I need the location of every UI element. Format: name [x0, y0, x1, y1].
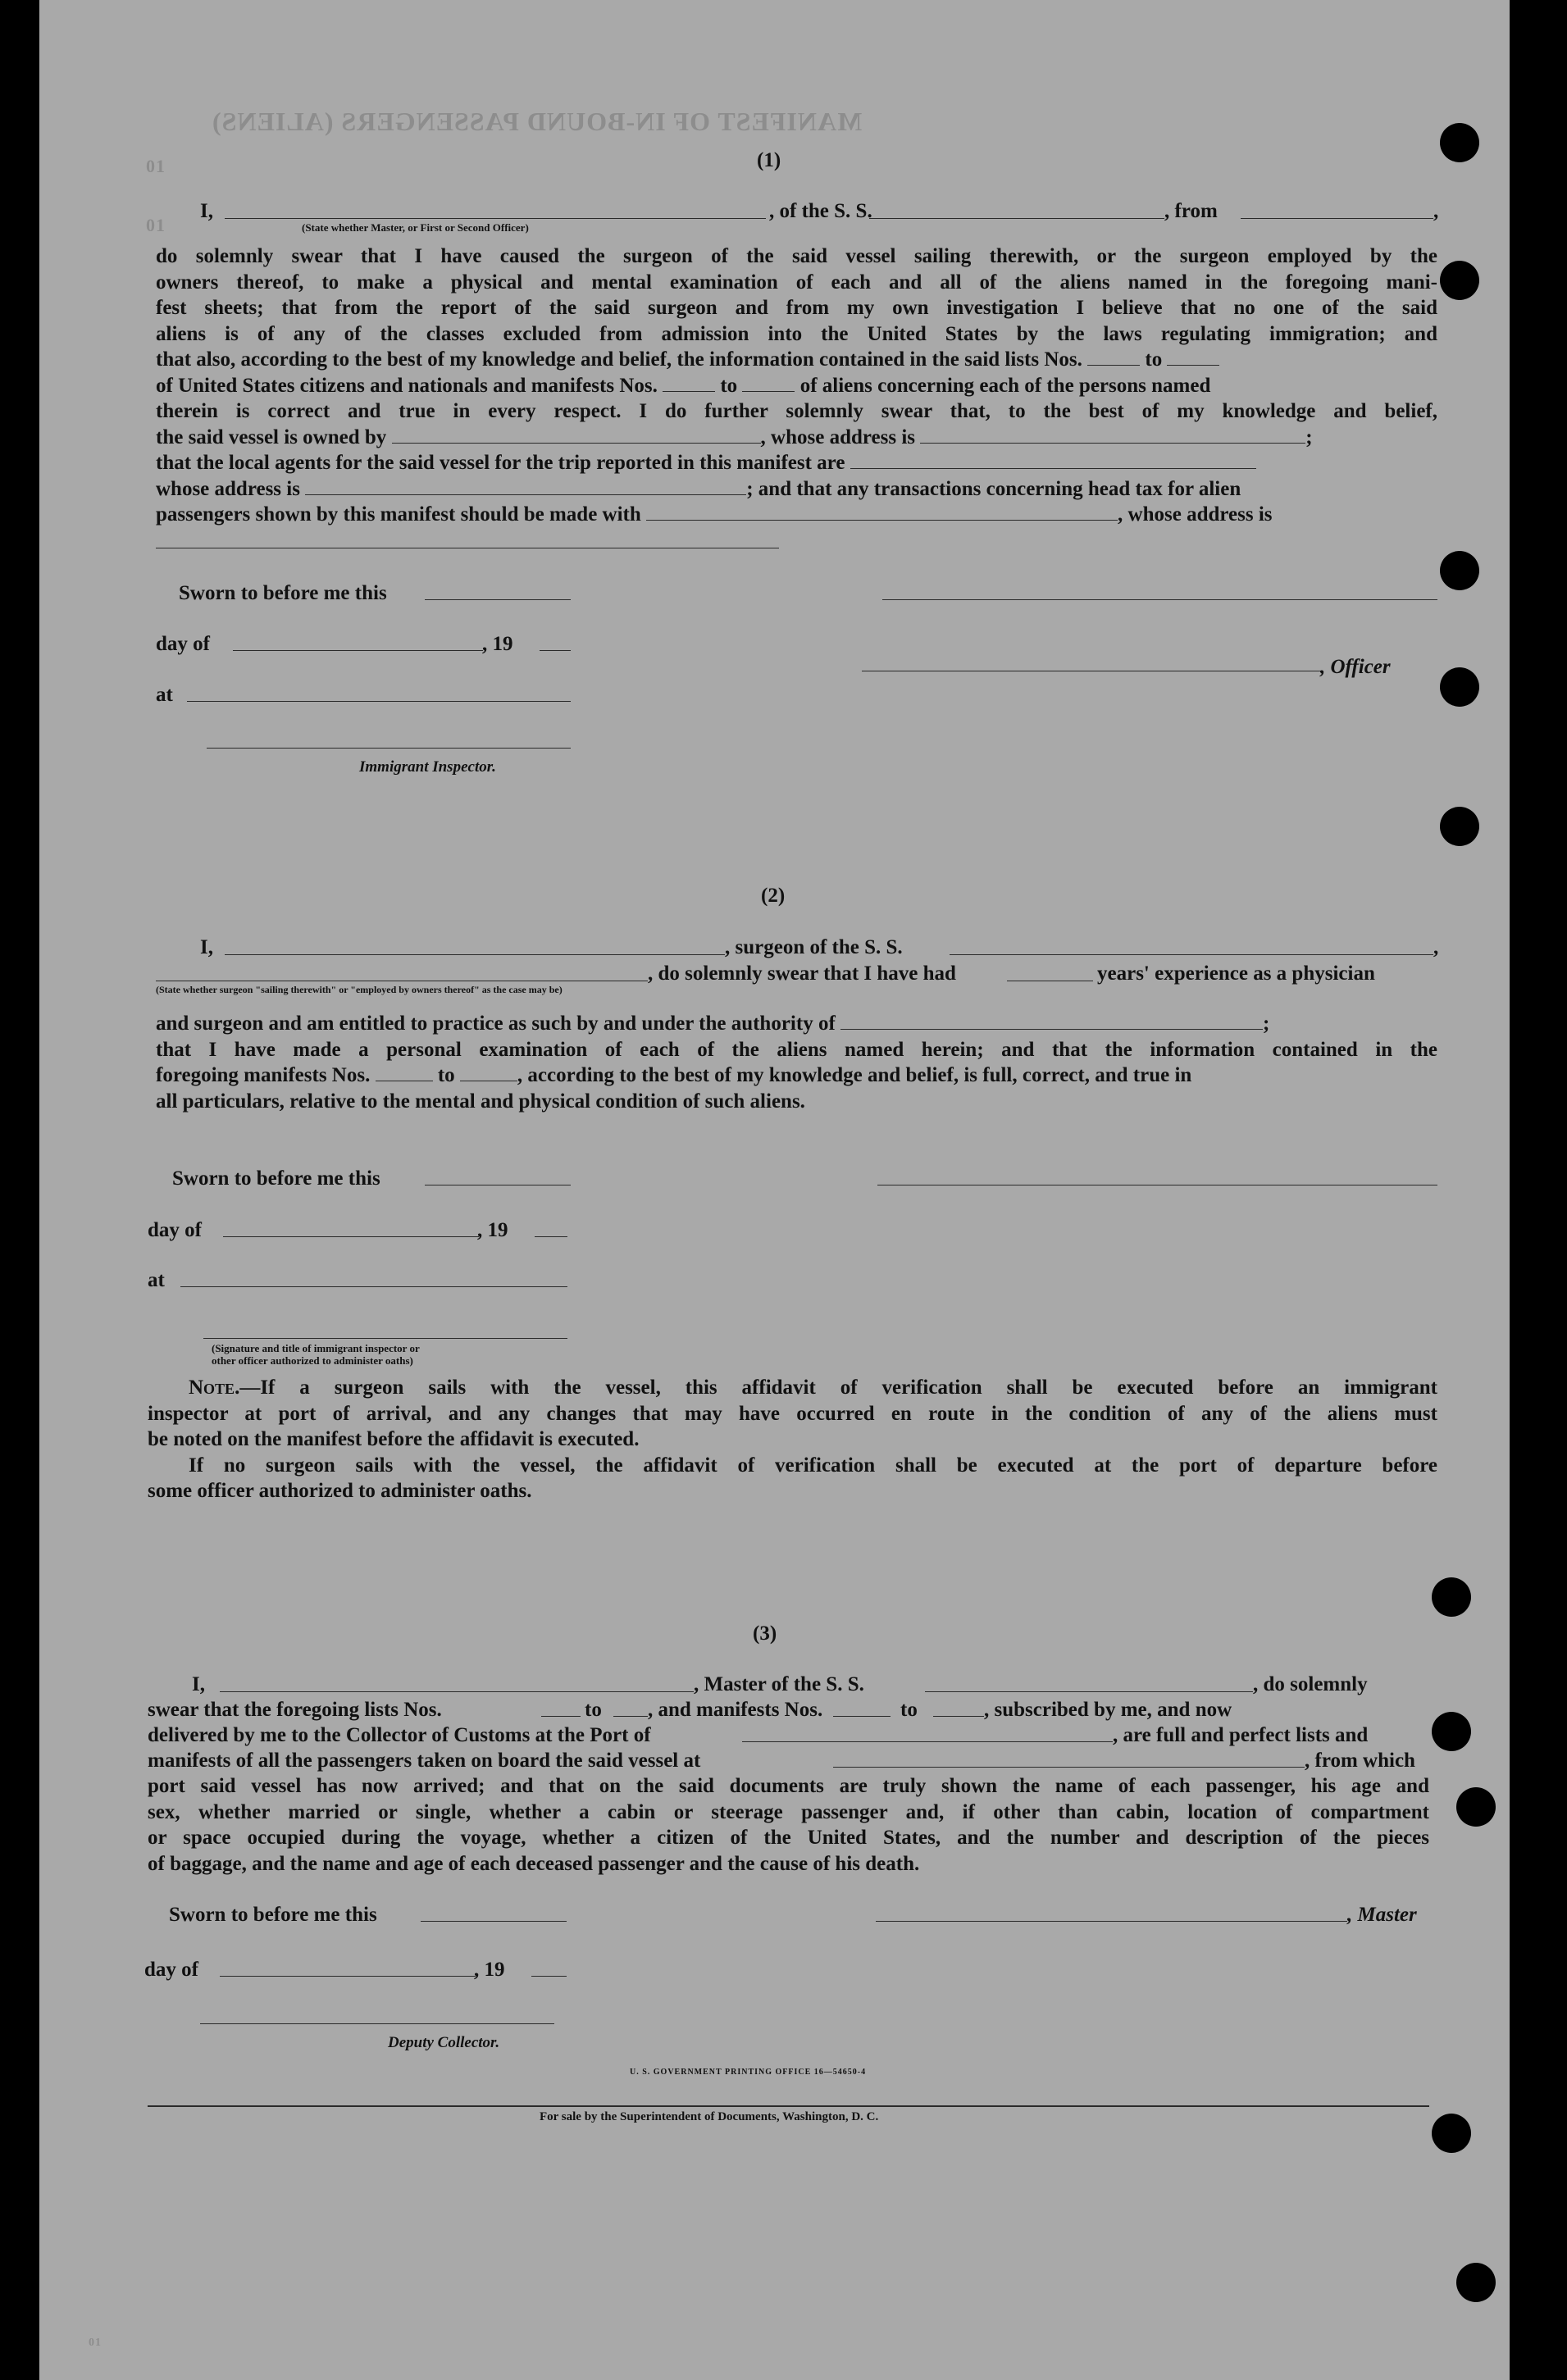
manifest-from-field[interactable] [376, 1066, 433, 1081]
surgeon-name-field[interactable] [225, 954, 725, 955]
officer-label: , Officer [1320, 656, 1391, 678]
vessel-name-field[interactable] [925, 1691, 1253, 1692]
local-agents-field[interactable] [850, 453, 1256, 469]
label-master-of-ss: , Master of the S. S. [694, 1673, 864, 1695]
label-do-solemnly: , do solemnly swear that I have had [648, 962, 956, 985]
printing-office-mark: U. S. GOVERNMENT PRINTING OFFICE 16—54650-4 [630, 2068, 867, 2077]
year-field[interactable] [535, 1236, 567, 1237]
deputy-collector-label: Deputy Collector. [388, 2034, 500, 2051]
sworn-date-field[interactable] [425, 599, 571, 600]
signature-hint: (Signature and title of immigrant inspector or [212, 1342, 420, 1354]
month-field[interactable] [220, 1976, 476, 1977]
label-subscribed: , subscribed by me, and now [984, 1699, 1232, 1721]
list-from-field[interactable] [541, 1716, 581, 1717]
oath-i: I, [192, 1673, 205, 1695]
oath-i: I, [200, 936, 213, 958]
vessel-name-field[interactable] [950, 954, 1433, 955]
owner-address-field[interactable] [920, 428, 1305, 444]
year-prefix: , 19 [477, 1219, 508, 1241]
from-port-field[interactable] [1241, 218, 1433, 219]
deputy-collector-signature-field[interactable] [200, 2023, 554, 2024]
list-from-field[interactable] [1087, 350, 1140, 366]
manifest-from-field[interactable] [833, 1716, 891, 1717]
officer-signature-field[interactable] [882, 599, 1437, 600]
day-of-label: day of [144, 1959, 198, 1981]
sale-notice: For sale by the Superintendent of Documents, Washington, D. C. [540, 2110, 879, 2123]
authority-field[interactable] [840, 1014, 1263, 1030]
label-surgeon-of-ss: , surgeon of the S. S. [725, 936, 903, 958]
month-field[interactable] [233, 650, 483, 651]
reverse-bleed-mark: 01 [146, 156, 166, 176]
agents-address-field[interactable] [305, 480, 746, 495]
sworn-label: Sworn to before me this [179, 582, 387, 604]
label-delivered: delivered by me to the Collector of Customs at the Port of [148, 1724, 651, 1746]
form-page: MANIFEST OF IN-BOUND PASSENGERS (ALIENS) 01 01 01 (1) I, (State whether Master, or First or Second Officer) , of the S. S. , from , do solemnly swear that I have caused the surgeon of the said vessel sailing therewith, or the surgeon employed by the owners thereof, to make a physical and mental examination of each and all of the aliens named in the foregoing mani- fest sheets; that from the report of the said surgeon and from my own investigation I believe that no one of the said aliens is of any of the classes excluded from admission into the United States by the laws regulating immigration; and that also, according to the best of my knowledge and belief, the information contained in the said lists Nos. to of United States citizens and nationals and manifests Nos. to of aliens concerning each of the persons named therein is correct and true in every respect. I do further solemnly swear that, to the best of my knowledge and belief, the said vessel is owned by , whose address is ; that the local agents for the said vessel for the trip reported in this manifest are whose address is ; and that any transactions concerning head tax for alien passengers shown by this manifest should be made with , whose address is Sworn to before me this day of , 19 , Officer at Immigrant Inspector. (2) I, , surgeon of the S. S. , , do solemnly swear that I have had years' experience as a physician (State whether surgeon "sailing therewith" or "employed by owners thereof" as the case may be) and surgeon and am entitled to practice as such by and under the authority of ; that I have made a personal examination of each of the aliens named herein; and that the information contained in the foregoing manifests Nos. to , according to the best of my knowledge and belief, is full, correct, and true in all particulars, relative to the mental and physical condition of such aliens. Sworn to before me this day of , 19 at (Signature and title of immigrant inspector or other officer authorized to administer oaths) Note.—If a surgeon sails with the vessel, this affidavit of verification shall be executed before an immigrant inspector at port of arrival, and any changes that may have occurred en route in the condition of any of the aliens must be noted on the manifest before the affidavit is executed. If no surgeon sails with the vessel, the affidavit of verification shall be executed at the port of departure before some officer authorized to administer oaths. (3) I, , Master of the S. S. , do solemnly swear that the foregoing lists Nos. to , and manifests Nos. to , subscribed by me, and now delivered by me to the Collector of Customs at the Port of , are full and perfect lists and manifests of all the passengers taken on board the said vessel at , from which port said vessel has now arrived; and that on the said documents are truly shown the name of each passenger, his age and sex, whether married or single, whether a cabin or steerage passenger and, if other than cabin, location of compartment or space occupied during the voyage, whether a citizen of the United States, and the number and description of the pieces of baggage, and the name and age of each deceased passenger and the cause of his death. Sworn to before me this , Master day of , 19 Deputy Collector. U. S. GOVERNMENT PRINTING OFFICE 16—54650-4 For sale by the Superintendent of Documents, Washington, D. C. [39, 0, 1510, 2380]
label-full-perfect: , are full and perfect lists and [1113, 1724, 1369, 1746]
label-of-ss: , of the S. S. [769, 200, 872, 222]
section3-oath-text: port said vessel has now arrived; and that on the said documents are truly shown the name of each passenger, his age and sex, whether married or single, whether a cabin or steerage passenger and, if other than cabin, location of compartment or space occupied during the voyage, whether a citizen of the United States, and the number and description of the pieces of baggage, and the name and age of each deceased passenger and the cause of his death. [148, 1775, 1429, 1875]
field-hint: (State whether Master, or First or Second Officer) [302, 221, 529, 234]
officer-rank-field[interactable] [225, 218, 766, 219]
sworn-label: Sworn to before me this [172, 1167, 380, 1190]
section-number: (3) [753, 1622, 777, 1645]
reverse-bleed-mark: 01 [89, 2337, 102, 2349]
manifest-to-field[interactable] [742, 376, 795, 392]
section1-oath-text: do solemnly swear that I have caused the surgeon of the said vessel sailing therewith, or the surgeon employed by the owners thereof, to make a physical and mental examination of each and all of the aliens named in the foregoing mani- fest sheets; that from the report of the said surgeon and from my own investigation I believe that no one of the said aliens is of any of the classes excluded from admission into the United States by the laws regulating immigration; and that also, according to the best of my knowledge and belief, the information contained in the said lists Nos. to of United States citizens and nationals and manifests Nos. to of aliens concerning each of the persons named therein is correct and true in every respect. I do further solemnly swear that, to the best of my knowledge and belief, the said vessel is owned by , whose address is ; that the local agents for the said vessel for the trip reported in this manifest are whose address is ; and that any transactions concerning head tax for alien passengers shown by this manifest should be made with , whose address is [156, 245, 1437, 526]
owner-field[interactable] [392, 428, 761, 444]
reverse-bleed-title: MANIFEST OF IN-BOUND PASSENGERS (ALIENS) [212, 107, 863, 136]
list-to-field[interactable] [1167, 350, 1219, 366]
vessel-name-field[interactable] [869, 218, 1164, 219]
list-to-field[interactable] [613, 1716, 648, 1717]
section-number: (1) [757, 149, 781, 171]
inspector-signature-field[interactable] [203, 1338, 567, 1339]
sworn-label: Sworn to before me this [169, 1904, 377, 1926]
reverse-bleed-mark: 01 [146, 215, 166, 235]
month-field[interactable] [223, 1236, 479, 1237]
year-prefix: , 19 [482, 633, 513, 655]
day-of-label: day of [148, 1219, 202, 1241]
at-label: at [156, 684, 173, 706]
section2-oath-text: and surgeon and am entitled to practice as such by and under the authority of ; that I have made a personal examination of each of the aliens named herein; and that the information contained in the foregoing manifests Nos. to , according to the best of my knowledge and belief, is full, correct, and true in all particulars, relative to the mental and physical condition of such aliens. [156, 1013, 1437, 1113]
at-label: at [148, 1269, 165, 1291]
label-manifests-all: manifests of all the passengers taken on board the said vessel at [148, 1750, 701, 1772]
inspector-signature-field[interactable] [207, 748, 571, 749]
note-text: Note.—If a surgeon sails with the vessel, this affidavit of verification shall be executed before an immigrant inspector at port of arrival, and any changes that may have occurred en route in the condition of any of the aliens must be noted on the manifest before the affidavit is executed. If no surgeon sails with the vessel, the affidavit of verification shall be executed at the port of departure before some officer authorized to administer oaths. [148, 1377, 1437, 1502]
inspector-label: Immigrant Inspector. [359, 758, 496, 776]
label-and-manifests: , and manifests Nos. [648, 1699, 823, 1721]
label-from: , from [1164, 200, 1218, 222]
label-years-experience: years' experience as a physician [1097, 962, 1375, 985]
year-field[interactable] [540, 650, 571, 651]
section-number: (2) [761, 885, 786, 907]
manifest-from-field[interactable] [663, 376, 715, 392]
label-to: to [585, 1699, 602, 1721]
manifest-to-field[interactable] [460, 1066, 517, 1081]
master-label: , Master [1347, 1904, 1417, 1926]
year-field[interactable] [531, 1976, 567, 1977]
sworn-date-field[interactable] [421, 1921, 567, 1922]
field-hint: (State whether surgeon "sailing therewith" or "employed by owners thereof" as the case may be) [156, 984, 563, 995]
year-prefix: , 19 [474, 1959, 505, 1981]
label-do-solemnly: , do solemnly [1253, 1673, 1368, 1695]
label-to: to [900, 1699, 918, 1721]
master-name-field[interactable] [220, 1691, 694, 1692]
oath-i: I, [200, 200, 213, 222]
head-tax-party-field[interactable] [646, 505, 1118, 521]
master-signature-field[interactable] [876, 1921, 1347, 1922]
label-from-which: , from which [1305, 1750, 1415, 1772]
embarkation-port-field[interactable] [833, 1767, 1305, 1768]
place-field[interactable] [187, 701, 571, 702]
day-of-label: day of [156, 633, 210, 655]
label-swear-lists: swear that the foregoing lists Nos. [148, 1699, 442, 1721]
place-field[interactable] [180, 1286, 567, 1287]
footer-rule [148, 2105, 1429, 2107]
signature-hint: other officer authorized to administer oaths) [212, 1354, 413, 1367]
manifest-to-field[interactable] [933, 1716, 984, 1717]
port-field[interactable] [742, 1741, 1113, 1742]
